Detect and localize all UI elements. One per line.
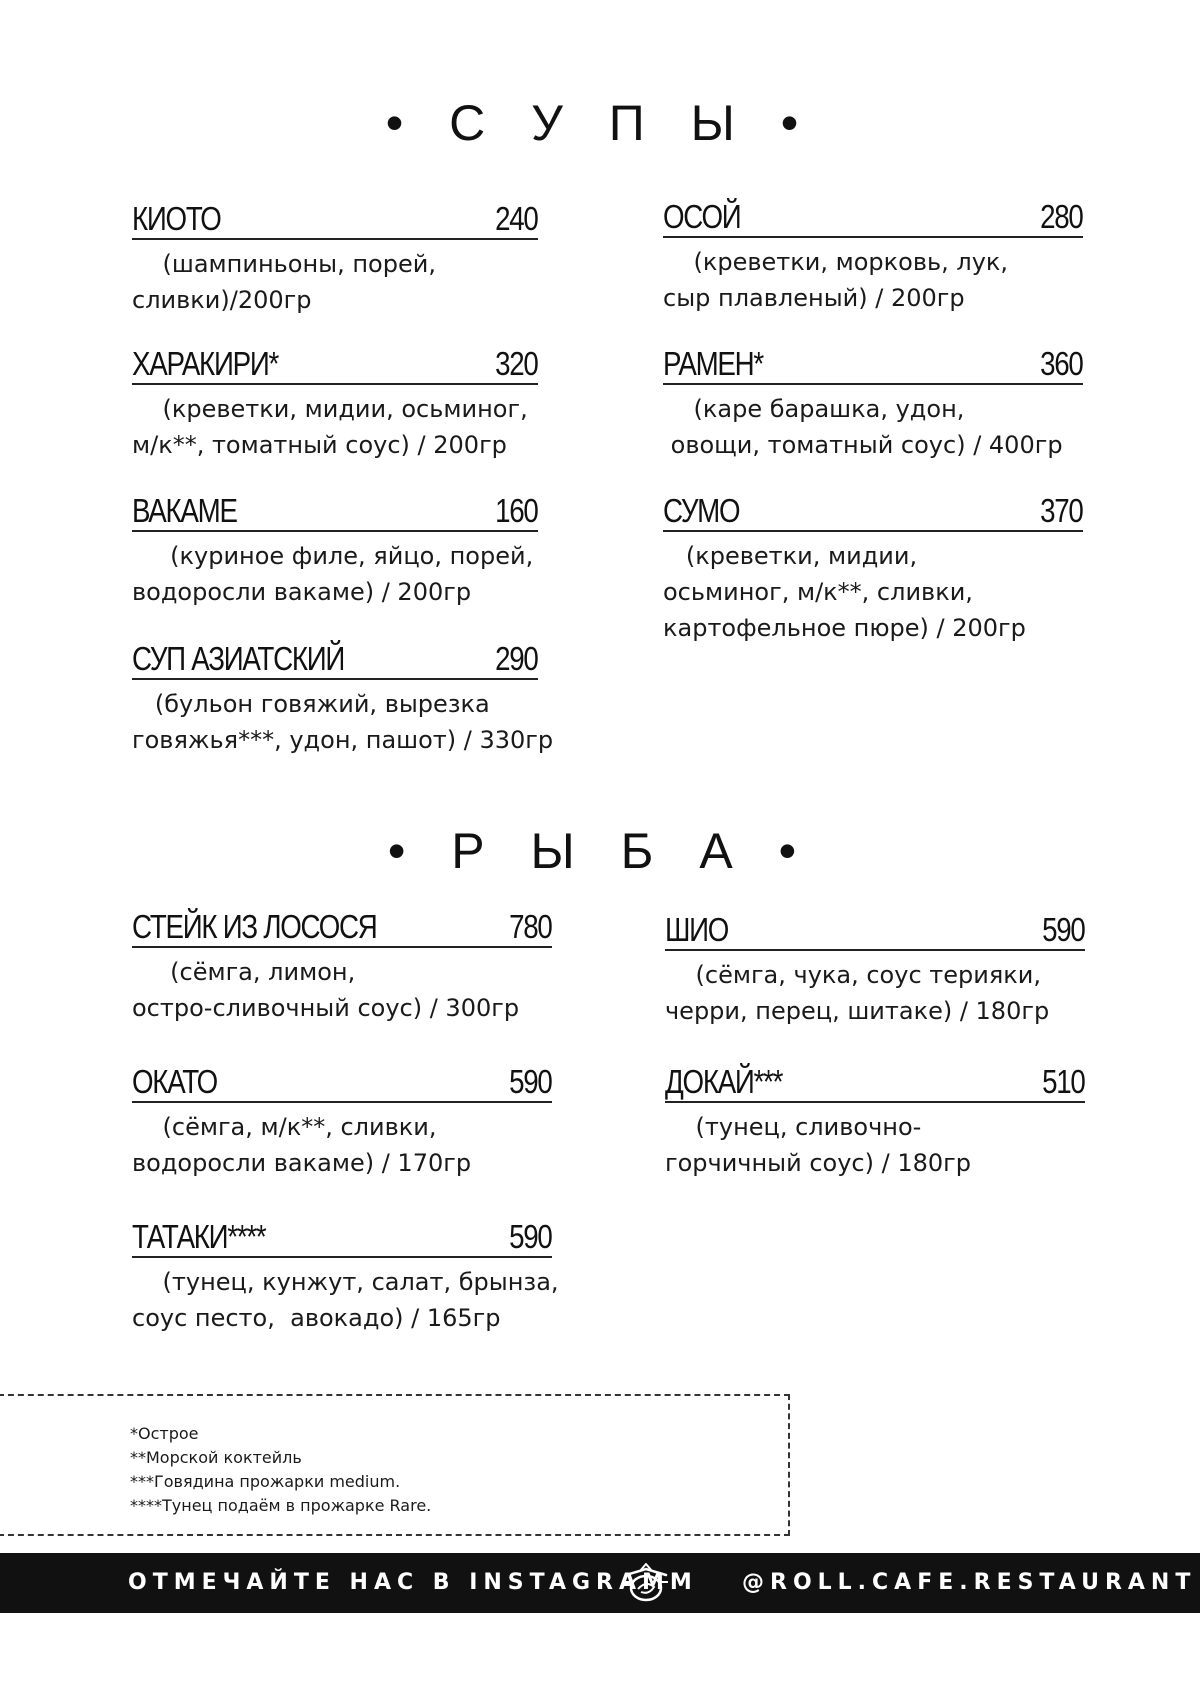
item-description: (креветки, мидии, осьминог, м/к**, сливки, картофельное пюре) / 200гр — [663, 542, 1026, 642]
footnotes-box — [0, 1394, 790, 1536]
footnote: ****Тунец подаём в прожарке Rare. — [130, 1496, 432, 1515]
item-price: 240 — [495, 200, 538, 237]
menu-item-tataki — [132, 1218, 559, 1336]
item-description: (каре барашка, удон, овощи, томатный соус) / 400гр — [670, 395, 1063, 459]
menu-item-asian-soup — [132, 640, 554, 758]
menu-item-harakiri — [132, 345, 538, 463]
item-description: (сёмга, чука, соус терияки, черри, перец, шитаке) / 180гр — [665, 961, 1050, 1025]
item-name: ВАКАМЕ — [132, 492, 237, 529]
menu-item-osoi — [663, 198, 1083, 316]
item-name: ОКАТО — [132, 1063, 217, 1100]
item-price: 780 — [509, 908, 552, 945]
footnote: ***Говядина прожарки medium. — [130, 1472, 401, 1491]
sushi-roll-logo-icon — [622, 1563, 670, 1603]
item-description: (креветки, морковь, лук, сыр плавленый) / 200гр — [663, 248, 1009, 312]
item-name: ШИО — [665, 911, 729, 948]
menu-item-kioto — [132, 200, 538, 318]
item-description: (сёмга, лимон, остро-сливочный соус) / 300гр — [132, 958, 520, 1022]
item-name: СУМО — [663, 492, 740, 529]
item-name: КИОТО — [132, 200, 221, 237]
menu-item-salmon-steak — [132, 908, 552, 1026]
item-description: (шампиньоны, порей, сливки)/200гр — [132, 250, 436, 314]
menu-item-okato — [132, 1063, 552, 1181]
section-title-fish: • Р Ы Б А • — [387, 823, 813, 879]
menu-item-shio — [665, 911, 1085, 1029]
instagram-handle: @ROLL.CAFE.RESTAURANT — [742, 1570, 1197, 1595]
menu-item-wakame — [132, 492, 538, 610]
footer-bar — [0, 1553, 1200, 1613]
item-name: СТЕЙК ИЗ ЛОСОСЯ — [132, 908, 377, 945]
footnote: **Морской коктейль — [130, 1448, 302, 1467]
item-description: (бульон говяжий, вырезка говяжья***, удон, пашот) / 330гр — [132, 690, 554, 754]
item-price: 280 — [1040, 198, 1083, 235]
menu-item-sumo — [663, 492, 1083, 646]
item-name: ДОКАЙ*** — [665, 1063, 783, 1100]
item-name: ХАРАКИРИ* — [132, 345, 279, 382]
item-price: 590 — [1042, 911, 1085, 948]
item-price: 590 — [509, 1063, 552, 1100]
item-price: 160 — [495, 492, 538, 529]
menu-item-dokai — [665, 1063, 1085, 1181]
item-description: (тунец, сливочно- горчичный соус) / 180гр — [665, 1113, 971, 1177]
item-price: 370 — [1040, 492, 1083, 529]
item-description: (куриное филе, яйцо, порей, водоросли вакаме) / 200гр — [132, 542, 534, 606]
item-price: 320 — [495, 345, 538, 382]
item-price: 290 — [495, 640, 538, 677]
instagram-callout: ОТМЕЧАЙТЕ НАС В INSTAGRAMM — [128, 1570, 698, 1595]
menu-item-ramen — [663, 345, 1083, 463]
footnote: *Острое — [130, 1424, 199, 1443]
item-name: РАМЕН* — [663, 345, 763, 382]
item-description: (креветки, мидии, осьминог, м/к**, томатный соус) / 200гр — [132, 395, 528, 459]
item-price: 510 — [1042, 1063, 1085, 1100]
item-description: (тунец, кунжут, салат, брынза, соус песто, авокадо) / 165гр — [132, 1268, 559, 1332]
item-name: СУП АЗИАТСКИЙ — [132, 640, 345, 677]
item-name: ТАТАКИ**** — [132, 1218, 266, 1255]
item-name: ОСОЙ — [663, 198, 741, 235]
section-title-soups: • С У П Ы • — [385, 95, 815, 151]
item-price: 360 — [1040, 345, 1083, 382]
item-price: 590 — [509, 1218, 552, 1255]
item-description: (сёмга, м/к**, сливки, водоросли вакаме) / 170гр — [132, 1113, 472, 1177]
